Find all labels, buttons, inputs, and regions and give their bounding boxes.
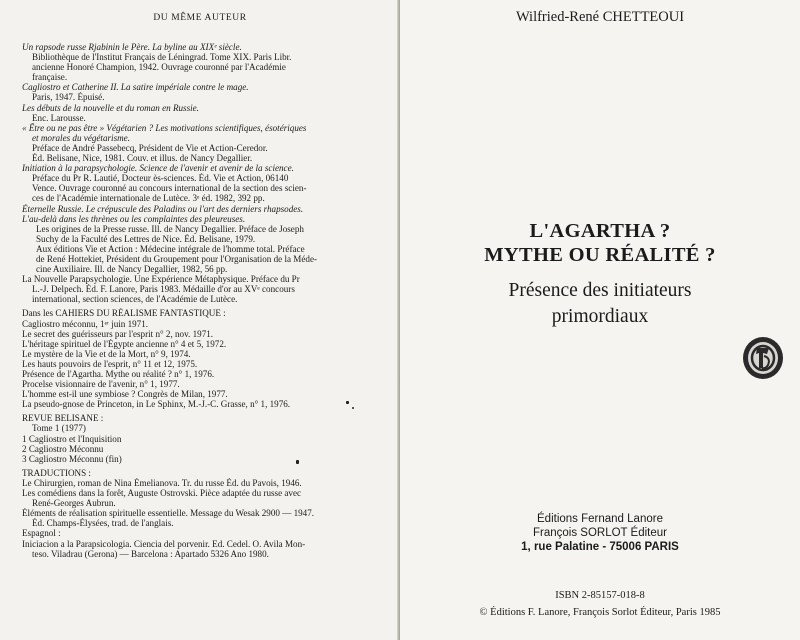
bibliography-line: Éd. Belisane, Nice, 1981. Couv. et illus. de Nancy Degallier. — [32, 153, 253, 164]
ink-speck — [352, 407, 354, 409]
bibliography-line: 3 Cagliostro Méconnu (fin) — [22, 453, 122, 464]
bibliography-line: international, section sciences, de l'Académie de Lutèce. — [32, 294, 238, 305]
publisher-address: 1, rue Palatine - 75006 PARIS — [521, 541, 679, 553]
bibliography-line: de René Hottekiet, Président du Groupement pour l'Organisation de la Méde- — [36, 253, 318, 264]
bibliography-line: Préface de André Passebecq, Président de Vie et Action-Ceredor. — [32, 142, 268, 153]
bibliography-line: Tome 1 (1977) — [32, 423, 86, 434]
bibliography-line: L'au-delà dans les thrènes ou les complaintes des pleureuses. — [22, 213, 246, 224]
bibliography-line: Présence de l'Agartha. Mythe ou réalité ? n° 1, 1976. — [22, 369, 215, 379]
bibliography-line: Espagnol : — [22, 528, 61, 539]
bibliography-line: ces de l'Académie internationale de Lutèce. 3ᵉ éd. 1982, 392 pp. — [32, 193, 265, 204]
publisher-emblem-icon — [740, 334, 786, 382]
ink-speck — [296, 460, 299, 464]
bibliography-line: teso. Viladrau (Gerona) — Barcelona : Apartado 5326 Ano 1980. — [32, 548, 269, 559]
bibliography-line: française. — [32, 72, 68, 83]
bibliography-line: REVUE BELISANE : — [22, 413, 104, 424]
bibliography-line: Dans les CAHIERS DU RÉALISME FANTASTIQUE : — [22, 308, 226, 319]
right-page — [400, 0, 800, 640]
bibliography-line: Procelse visionnaire de l'avenir, n° 1, 1977. — [22, 379, 180, 390]
bibliography-line: René-Georges Aubrun. — [32, 498, 116, 509]
bibliography-line: Vence. Ouvrage couronné au concours international de la section des scien- — [32, 183, 307, 194]
bibliography-line: Paris, 1947. Épuisé. — [32, 92, 105, 103]
bibliography-line: L.-J. Delpech. Éd. F. Lanore, Paris 1983. Médaille d'or au XVᵉ concours — [32, 284, 295, 295]
bibliography-line: Initiation à la parapsychologie. Science de l'avenir et avenir de la science. — [22, 163, 294, 174]
subtitle-line-2: primordiaux — [551, 306, 649, 327]
bibliography-line: Suchy de la Faculté des Lettres de Nice. Éd. Belisane, 1979. — [36, 233, 256, 244]
bibliography-line: Bibliothèque de l'Institut Français de Léningrad. Tome XIX. Paris Libr. — [32, 52, 292, 63]
bibliography-line: et morales du végétarisme. — [32, 132, 130, 143]
bibliography-line: Le mystère de la Vie et de la Mort, n° 9, 1974. — [22, 348, 191, 359]
bibliography-line: Éléments de réalisation spirituelle essentielle. Message du Wesak 2900 — 1947. — [22, 508, 315, 519]
bibliography-line: ancienne Honoré Champion, 1942. Ouvrage couronné par l'Académie — [32, 62, 286, 73]
bibliography-line: Le secret des guérisseurs par l'esprit n° 2, nov. 1971. — [22, 328, 214, 339]
title-line-1: L'AGARTHA ? — [529, 220, 671, 242]
page-heading: DU MÊME AUTEUR — [153, 13, 247, 23]
bibliography-line: Aux éditions Vie et Action : Médecine intégrale de l'homme total. Préface — [36, 243, 305, 254]
bibliography-line: Les origines de la Presse russe. Ill. de Nancy Degallier. Préface de Joseph — [36, 223, 304, 234]
bibliography-line: Éd. Champs-Élysées, trad. de l'anglais. — [32, 518, 174, 529]
bibliography-line: « Être ou ne pas être » Végétarien ? Les motivations scientifiques, ésotériques — [22, 122, 307, 133]
bibliography-line: Éternelle Russie. Le crépuscule des Paladins ou l'art des derniers rhapsodes. — [22, 203, 304, 214]
publisher-line-1: Éditions Fernand Lanore — [537, 513, 663, 525]
bibliography-line: La Nouvelle Parapsychologie. Une Expérience Métaphysique. Préface du Pr — [22, 274, 300, 285]
title-line-2: MYTHE OU RÉALITÉ ? — [484, 244, 716, 266]
isbn: ISBN 2-85157-018-8 — [555, 590, 645, 601]
bibliography-line: Les hauts pouvoirs de l'esprit, n° 11 et 12, 1975. — [22, 358, 198, 369]
bibliography-line: Préface du Pr R. Lautié, Docteur ès-sciences. Éd. Vie et Action, 06140 — [32, 173, 289, 184]
publisher-line-2: François SORLOT Éditeur — [532, 527, 667, 539]
bibliography-line: Iniciacion a la Parapsicologia. Ciencia del porvenir. Ed. Cedel. O. Avila Mon- — [22, 538, 306, 549]
bibliography-line: TRADUCTIONS : — [22, 467, 91, 478]
author-name: Wilfried-René CHETTEOUI — [515, 9, 685, 25]
subtitle-line-1: Présence des initiateurs — [508, 280, 692, 301]
bibliography-line: Les débuts de la nouvelle et du roman en Russie. — [22, 102, 199, 113]
ink-speck — [346, 401, 349, 404]
bibliography-line: Cagliostro et Catherine II. La satire impériale contre le mage. — [22, 82, 249, 93]
bibliography-line: Cagliostro méconnu, 1ᵉʳ juin 1971. — [22, 318, 149, 329]
bibliography-line: cine Auxiliaire. Ill. de Nancy Degallier, 1982, 56 pp. — [36, 264, 228, 275]
bibliography-line: 2 Cagliostro Méconnu — [22, 443, 104, 454]
bibliography-line: L'homme est-il une symbiose ? Congrès de Milan, 1977. — [22, 389, 228, 400]
copyright-line: © Éditions F. Lanore, François Sorlot Éditeur, Paris 1985 — [479, 607, 721, 618]
bibliography-line: 1 Cagliostro et l'Inquisition — [22, 433, 122, 444]
bibliography-list — [22, 42, 387, 559]
bibliography-line: La pseudo-gnose de Princeton, in Le Sphinx, M.-J.-C. Grasse, n° 1, 1976. — [22, 399, 291, 410]
bibliography-line: Un rapsode russe Rjabinin le Père. La byline au XIXᵉ siècle. — [22, 42, 242, 52]
bibliography-line: Les comédiens dans la forêt, Auguste Ostrovski. Pièce adaptée du russe avec — [22, 488, 302, 499]
bibliography-line: Le Chirurgien, roman de Nina Émelianova. Tr. du russe Éd. du Pavois, 1946. — [22, 477, 302, 488]
bibliography-line: Enc. Larousse. — [32, 112, 86, 123]
bibliography-line: L'héritage spirituel de l'Égypte ancienne n° 4 et 5, 1972. — [22, 338, 227, 349]
